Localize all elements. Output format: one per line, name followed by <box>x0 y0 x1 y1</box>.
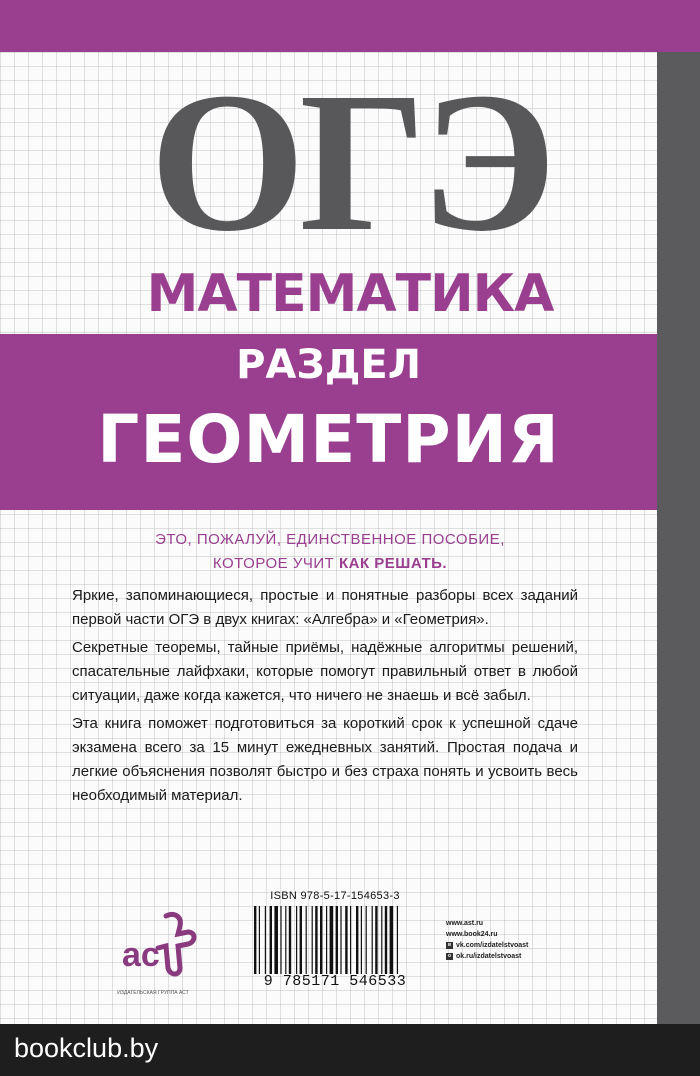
vk-link[interactable] <box>446 940 606 951</box>
barcode-bar <box>361 906 362 974</box>
barcode-bar <box>265 906 266 974</box>
section-label: РАЗДЕЛ <box>236 342 421 388</box>
tagline-line-2 <box>90 552 570 576</box>
barcode-bar <box>270 906 272 974</box>
vk-link-text: vk.com/izdatelstvoast <box>456 942 529 949</box>
barcode-bar <box>274 906 278 974</box>
barcode-digits: 9 785171 546533 <box>263 973 407 990</box>
barcode-bar <box>330 906 334 974</box>
barcode-bar <box>385 906 387 974</box>
barcode-bar <box>312 906 313 974</box>
exam-title: ОГЭ <box>149 52 551 273</box>
barcode-bar <box>390 906 394 974</box>
tagline-emphasis: КАК РЕШАТЬ. <box>338 555 448 572</box>
subject-title: МАТЕМАТИКА <box>146 264 554 324</box>
website-link-1[interactable] <box>446 918 606 929</box>
section-name: ГЕОМЕТРИЯ <box>97 401 560 478</box>
barcode-bar <box>350 906 351 974</box>
tagline-prefix: КОТОРОЕ УЧИТ <box>212 555 339 572</box>
barcode-bar <box>340 906 341 974</box>
ok-link[interactable] <box>446 951 606 962</box>
description-paragraph-2: Секретные теоремы, тайные приёмы, надёжные алгоритмы решений, спасательные лайфхаки, которые помогут правильный ответ в любой ситуации, даже когда кажется, что ничего не знаешь и всё забыл. <box>72 639 578 704</box>
ok-link-text: ok.ru/izdatelstvoast <box>456 953 522 960</box>
description-paragraph-1: Яркие, запоминающиеся, простые и понятные разборы всех заданий первой части ОГЭ в двух книгах: «Алгебра» и «Геометрия». <box>72 587 578 628</box>
publisher-links <box>446 918 606 962</box>
barcode-bar <box>345 906 347 974</box>
description-paragraph-3: Эта книга поможет подготовиться за короткий срок к успешной сдаче экзамена всего за 15 минут ежедневных занятий. Простая подача и легкие объяснения позволят быстро и без страха понять и усвоить весь необходимый материал. <box>72 715 578 804</box>
barcode <box>252 906 418 974</box>
barcode-bar <box>320 906 322 974</box>
barcode-bar <box>259 906 260 974</box>
barcode-bar <box>326 906 327 974</box>
publisher-name: ИЗДАТЕЛЬСКАЯ ГРУППА АСТ <box>117 990 189 996</box>
website-link-2-text: www.book24.ru <box>446 931 498 938</box>
barcode-bar <box>366 906 367 974</box>
barcode-bar <box>372 906 373 974</box>
top-color-band <box>0 0 700 52</box>
publisher-logo-text: ac <box>122 936 160 974</box>
barcode-bar <box>285 906 286 974</box>
book-description <box>72 584 578 812</box>
barcode-bar <box>300 906 302 974</box>
footer-site-name[interactable]: bookclub.by <box>14 1033 159 1063</box>
barcode-bar <box>306 906 307 974</box>
tagline-line-1: ЭТО, ПОЖАЛУЙ, ЕДИНСТВЕННОЕ ПОСОБИЕ, <box>155 531 505 548</box>
website-link-1-text: www.ast.ru <box>446 920 484 927</box>
barcode-bar <box>280 906 281 974</box>
barcode-bar <box>289 906 291 974</box>
barcode-bar <box>375 906 377 974</box>
barcode-bar <box>296 906 297 974</box>
barcode-bar <box>254 906 256 974</box>
tagline <box>90 528 570 576</box>
isbn-label: ISBN 978-5-17-154653-3 <box>270 890 400 902</box>
website-link-2[interactable] <box>446 929 606 940</box>
vk-icon: в <box>447 942 452 948</box>
gray-side-strip <box>657 52 700 1024</box>
barcode-bar <box>315 906 317 974</box>
barcode-bar <box>356 906 358 974</box>
publisher-logo <box>108 910 200 982</box>
barcode-bar <box>381 906 382 974</box>
barcode-bar <box>336 906 338 974</box>
barcode-bar <box>397 906 398 974</box>
ok-icon: о <box>447 953 452 959</box>
